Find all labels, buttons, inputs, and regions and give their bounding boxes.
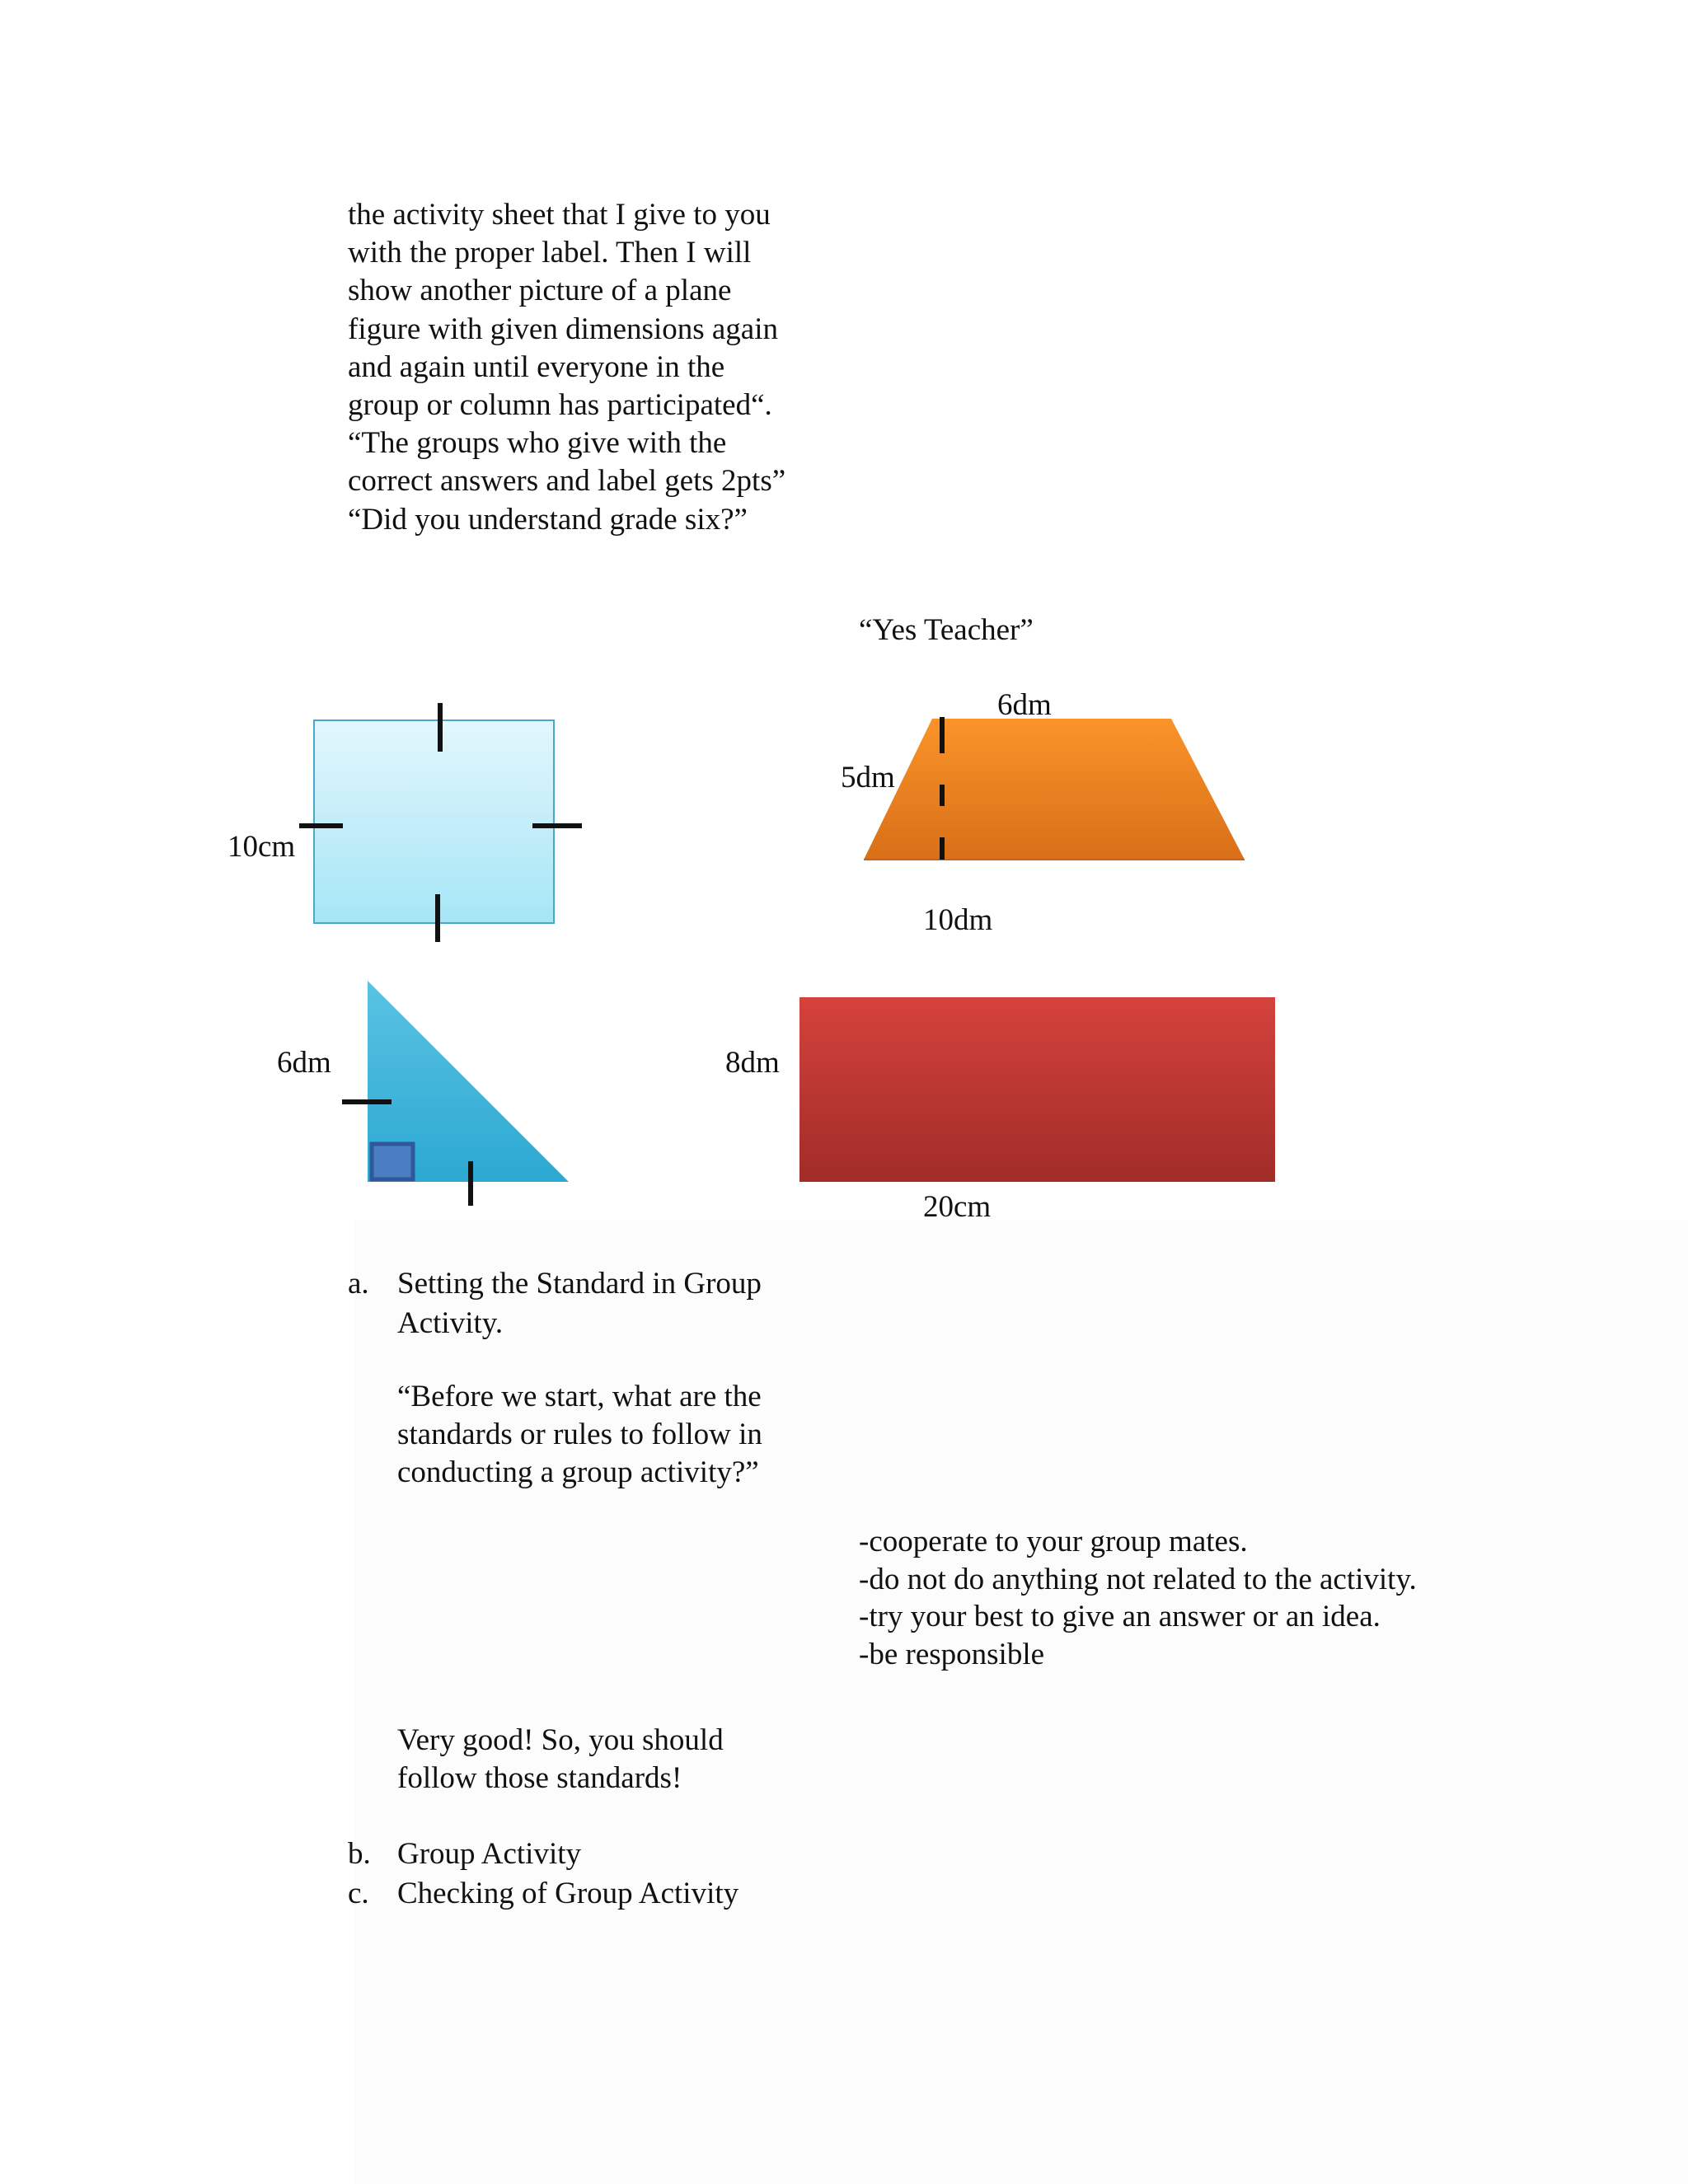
standards-question xyxy=(397,1378,762,1493)
square-figure xyxy=(299,703,582,942)
trapezoid-shape xyxy=(864,719,1245,860)
rule-item: -be responsible xyxy=(859,1637,1045,1671)
square-side-label: 10cm xyxy=(227,830,296,864)
intro-line: the activity sheet that I give to you xyxy=(348,198,771,232)
standards-question-line: conducting a group activity?” xyxy=(397,1455,759,1490)
rectangle-figure xyxy=(799,997,1275,1182)
list-marker-a: a. xyxy=(348,1267,369,1301)
list-marker-c: c. xyxy=(348,1877,369,1910)
rule-item: -try your best to give an answer or an idea. xyxy=(859,1600,1381,1633)
rectangle-height-label: 8dm xyxy=(725,1046,780,1080)
rule-item: -cooperate to your group mates. xyxy=(859,1525,1248,1558)
item-group-activity: Group Activity xyxy=(397,1837,582,1871)
intro-line: correct answers and label gets 2pts” xyxy=(348,464,786,499)
intro-line: “Did you understand grade six?” xyxy=(348,502,748,537)
right-angle-marker xyxy=(372,1144,413,1179)
list-marker-b: b. xyxy=(348,1837,371,1871)
rectangle-width-label: 20cm xyxy=(923,1190,992,1224)
rectangle-shape xyxy=(799,997,1275,1182)
rules-list xyxy=(859,1523,1417,1673)
praise-line: follow those standards! xyxy=(397,1761,682,1796)
triangle-figure xyxy=(342,981,569,1206)
intro-line: “The groups who give with the xyxy=(348,426,727,461)
item-checking-group-activity: Checking of Group Activity xyxy=(397,1877,739,1910)
intro-line: show another picture of a plane xyxy=(348,274,732,308)
rule-item: -do not do anything not related to the activity. xyxy=(859,1562,1417,1596)
yes-teacher-response: “Yes Teacher” xyxy=(859,613,1034,647)
triangle-height-label: 6dm xyxy=(277,1046,331,1080)
section-a-title-line: Activity. xyxy=(397,1306,504,1340)
standards-question-line: standards or rules to follow in xyxy=(397,1418,762,1452)
trapezoid-figure xyxy=(864,717,1245,860)
intro-line: with the proper label. Then I will xyxy=(348,236,752,270)
trapezoid-bottom-label: 10dm xyxy=(923,903,993,937)
praise-text xyxy=(397,1722,724,1797)
praise-line: Very good! So, you should xyxy=(397,1723,724,1757)
standards-question-line: “Before we start, what are the xyxy=(397,1380,762,1413)
intro-line: figure with given dimensions again xyxy=(348,312,779,346)
intro-line: group or column has participated“. xyxy=(348,388,772,423)
square-shape xyxy=(314,720,554,923)
trapezoid-top-label: 6dm xyxy=(997,688,1052,722)
trapezoid-height-label: 5dm xyxy=(841,761,895,794)
section-a-title-line: Setting the Standard in Group xyxy=(397,1267,762,1301)
intro-line: and again until everyone in the xyxy=(348,349,725,384)
section-a-title xyxy=(397,1264,762,1343)
